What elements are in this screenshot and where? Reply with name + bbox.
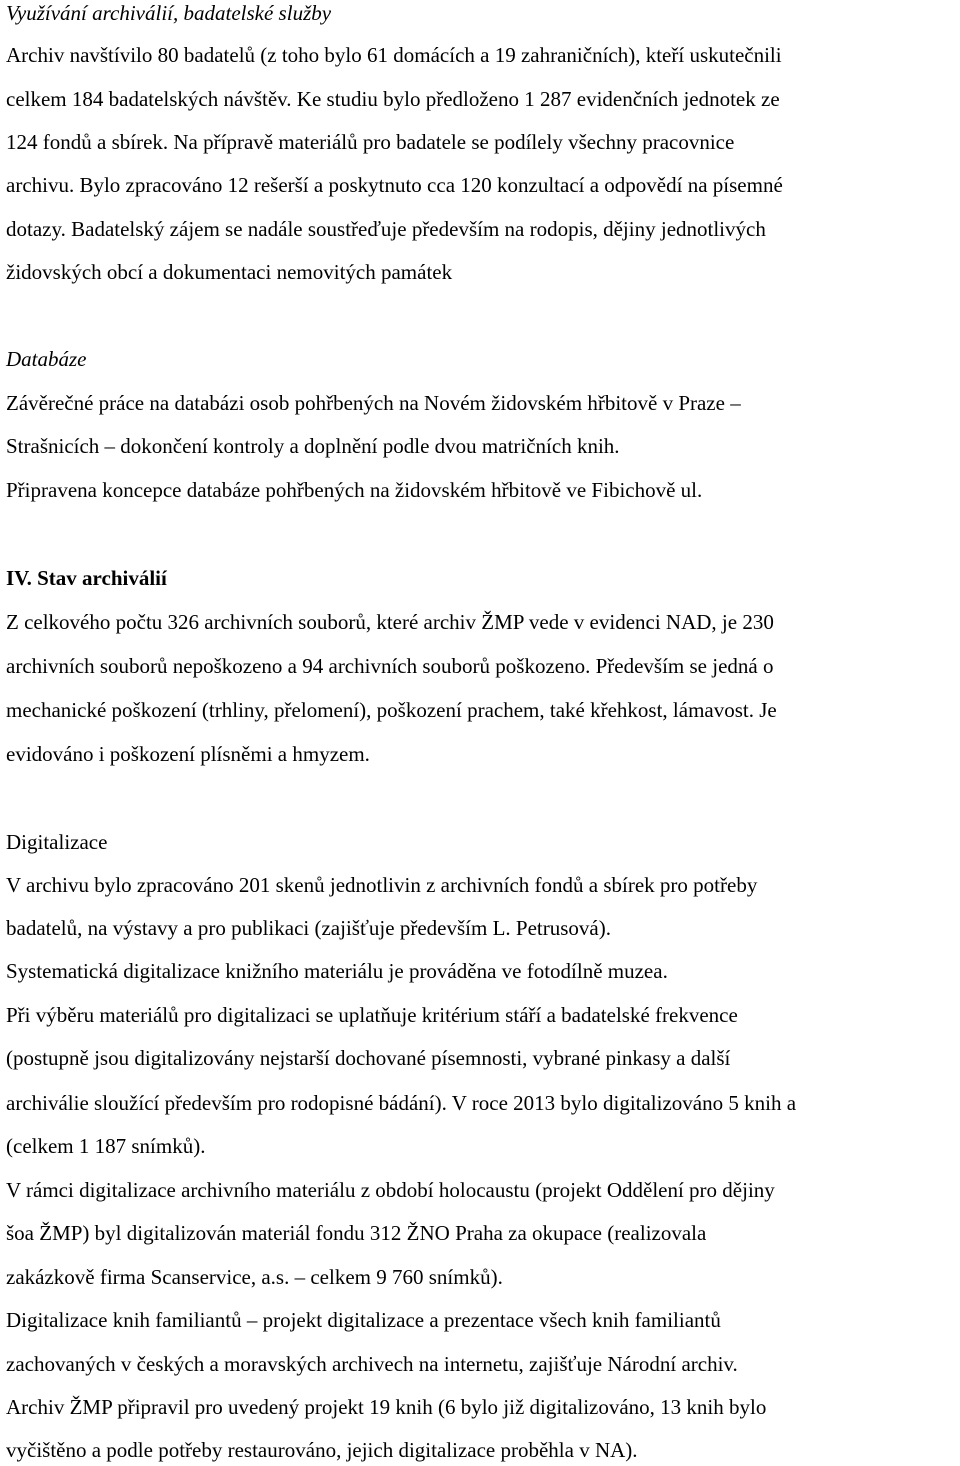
paragraph-line: Digitalizace knih familiantů – projekt digitalizace a prezentace všech knih familiantů: [6, 1308, 721, 1332]
paragraph-line: mechanické poškození (trhliny, přelomení), poškození prachem, také křehkost, lámavost. Je: [6, 698, 777, 722]
paragraph-line: zachovaných v českých a moravských archivech na internetu, zajišťuje Národní archiv.: [6, 1352, 738, 1376]
paragraph-line: celkem 184 badatelských návštěv. Ke studiu bylo předloženo 1 287 evidenčních jednotek ze: [6, 87, 780, 111]
paragraph-line: Při výběru materiálů pro digitalizaci se uplatňuje kritérium stáří a badatelské frekvence: [6, 1003, 738, 1027]
paragraph-line: (postupně jsou digitalizovány nejstarší dochované písemnosti, vybrané pinkasy a další: [6, 1046, 731, 1070]
paragraph-line: badatelů, na výstavy a pro publikaci (zajišťuje především L. Petrusová).: [6, 916, 611, 940]
paragraph-line: 124 fondů a sbírek. Na přípravě materiálů pro badatele se podílely všechny pracovnice: [6, 130, 735, 154]
paragraph-line: evidováno i poškození plísněmi a hmyzem.: [6, 742, 370, 766]
paragraph-line: Systematická digitalizace knižního materiálu je prováděna ve fotodílně muzea.: [6, 959, 668, 983]
paragraph-line: Připravena koncepce databáze pohřbených na židovském hřbitově ve Fibichově ul.: [6, 478, 703, 502]
paragraph-line: V archivu bylo zpracováno 201 skenů jednotlivin z archivních fondů a sbírek pro potřeby: [6, 873, 758, 897]
section-heading-archive-state: IV. Stav archiválií: [6, 566, 167, 590]
paragraph-line: (celkem 1 187 snímků).: [6, 1134, 206, 1158]
paragraph-line: Archiv navštívilo 80 badatelů (z toho bylo 61 domácích a 19 zahraničních), kteří uskutečnili: [6, 43, 782, 67]
section-heading-archival-use: Využívání archiválií, badatelské služby: [6, 1, 332, 25]
paragraph-line: zakázkově firma Scanservice, a.s. – celkem 9 760 snímků).: [6, 1265, 503, 1289]
section-heading-digitization: Digitalizace: [6, 830, 108, 854]
paragraph-line: Archiv ŽMP připravil pro uvedený projekt 19 knih (6 bylo již digitalizováno, 13 knih bylo: [6, 1395, 767, 1419]
paragraph-line: vyčištěno a podle potřeby restaurováno, jejich digitalizace proběhla v NA).: [6, 1438, 638, 1462]
paragraph-line: šoa ŽMP) byl digitalizován materiál fondu 312 ŽNO Praha za okupace (realizovala: [6, 1221, 707, 1245]
paragraph-line: Strašnicích – dokončení kontroly a doplnění podle dvou matričních knih.: [6, 434, 620, 458]
paragraph-line: archivních souborů nepoškozeno a 94 archivních souborů poškozeno. Především se jedná o: [6, 654, 774, 678]
paragraph-line: archivu. Bylo zpracováno 12 rešerší a poskytnuto cca 120 konzultací a odpovědí na písemné: [6, 173, 783, 197]
paragraph-line: Závěrečné práce na databázi osob pohřbených na Novém židovském hřbitově v Praze –: [6, 391, 741, 415]
paragraph-line: V rámci digitalizace archivního materiálu z období holocaustu (projekt Oddělení pro dějiny: [6, 1178, 775, 1202]
paragraph-line: dotazy. Badatelský zájem se nadále soustřeďuje především na rodopis, dějiny jednotlivých: [6, 217, 766, 241]
paragraph-line: archiválie sloužící především pro rodopisné bádání). V roce 2013 bylo digitalizováno 5 knih a: [6, 1091, 797, 1115]
paragraph-line: Z celkového počtu 326 archivních souborů, které archiv ŽMP vede v evidenci NAD, je 230: [6, 610, 774, 634]
section-heading-database: Databáze: [6, 347, 87, 371]
paragraph-line: židovských obcí a dokumentaci nemovitých památek: [6, 260, 453, 284]
